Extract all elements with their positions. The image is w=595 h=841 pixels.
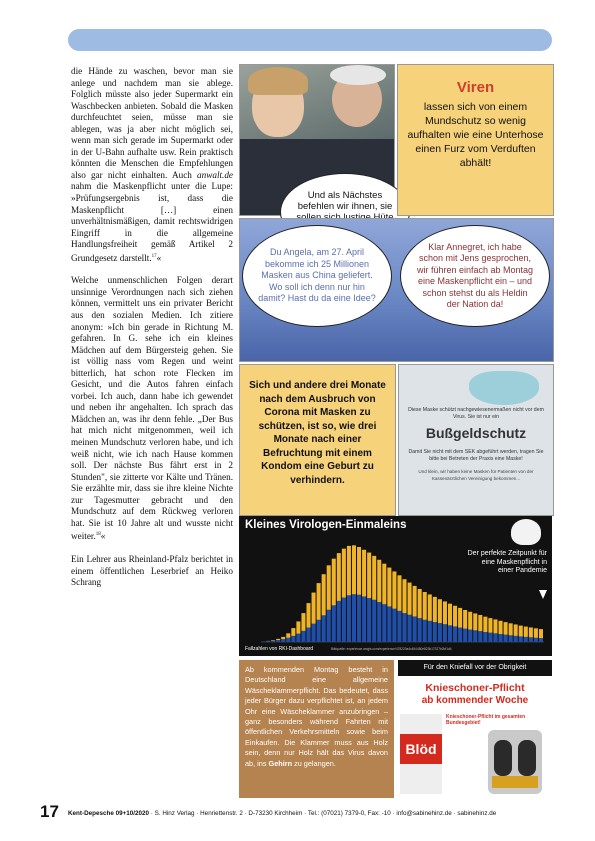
kondom-text: Sich und andere drei Monate nach dem Ausbruch von Corona mit Masken zu schützen, ist so, wie drei Monate nach einer Befruchtung mit einem Kondom eine Geburt zu verhindern.: [249, 380, 386, 486]
waescheklammer-text: Ab kommenden Montag besteht in Deutschland eine allgemeine Wäscheklammerpflicht. Das bedeutet, dass jeder Bürger dazu verpflichtet ist, an jedem Ohr eine Wäscheklammer anzubringen – ganz besonders während Fahrten mit öffentlichen Verkehrsmitteln sowie beim Einkaufen. Die Klammer muss aus Holz sein, denn nur Holz hält das Virus davon ab, ins Gehirn zu gelangen.: [245, 665, 388, 768]
chart-source-left: Fallzahlen von RKI-Dashboard: [245, 646, 314, 652]
kniefall-tag: Für den Kniefall vor der Obrigkeit: [398, 660, 552, 676]
bar-orange: [493, 619, 497, 633]
bar-orange: [423, 592, 427, 620]
bar-orange: [291, 628, 295, 636]
bar-orange: [473, 613, 477, 630]
bar-blue: [271, 641, 275, 642]
bar-orange: [347, 546, 351, 595]
bar-blue: [519, 636, 523, 642]
bar-orange: [438, 599, 442, 623]
merkel-photo-panel: [239, 64, 395, 216]
bar-orange: [403, 579, 407, 613]
bar-blue: [413, 616, 417, 642]
bar-blue: [306, 628, 310, 642]
bar-blue: [362, 596, 366, 642]
article-column: [71, 66, 233, 589]
chart-annotation: Der perfekte Zeitpunkt für eine Maskenpflicht in einer Pandemie: [467, 550, 547, 574]
bar-blue: [312, 624, 316, 642]
bar-orange: [488, 618, 492, 633]
bar-orange: [534, 628, 538, 637]
bar-blue: [458, 628, 462, 642]
bussgeld-sign-photo: [398, 364, 554, 516]
bar-orange: [342, 549, 346, 598]
bar-orange: [357, 547, 361, 595]
bar-blue: [357, 595, 361, 642]
bar-orange: [408, 583, 412, 615]
knee-pad-right: [518, 740, 536, 776]
bar-orange: [529, 627, 533, 637]
bar-orange: [367, 553, 371, 599]
page-number: 17: [40, 802, 59, 821]
bar-blue: [514, 636, 518, 642]
sign-line-2: Damit Sie nicht mit dem SEK abgeführt werden, tragen Sie bitte bei Betreten der Praxis eine Maske!: [408, 449, 544, 462]
sign-line-3: Und klein, wir haben keine Masken für Patienten von der Kassenärztlichen Vereinigung bekommen...: [418, 469, 534, 481]
bar-orange: [327, 565, 331, 609]
bar-blue: [408, 615, 412, 642]
bar-orange: [337, 553, 341, 601]
masthead-logo: Blöd: [400, 734, 442, 764]
hair-right: [330, 65, 386, 85]
chart-title: Kleines Virologen-Einmaleins: [245, 519, 407, 531]
bar-orange: [382, 564, 386, 605]
bar-blue: [347, 595, 351, 642]
waescheklammer-box: [239, 660, 394, 798]
bar-orange: [377, 560, 381, 602]
bar-blue: [529, 637, 533, 642]
bar-blue: [291, 636, 295, 642]
paragraph-3: Ein Lehrer aus Rheinland-Pfalz berichtet in einem öffentlichen Leserbrief an Heiko Schrang: [71, 554, 233, 588]
bar-blue: [483, 632, 487, 642]
speech-bubble-angela: Klar Annegret, ich habe schon mit Jens gesprochen, wir führen einfach ab Montag eine Maskenpflicht ein – und schon stehst du als Heldin der Nation da!: [400, 225, 550, 327]
bar-blue: [301, 631, 305, 642]
newspaper-subhead: Knieschoner-Pflicht im gesamten Bundesgebiet!: [446, 714, 526, 726]
bar-orange: [418, 589, 422, 618]
bar-blue: [281, 639, 285, 642]
bar-blue: [493, 633, 497, 642]
bar-orange: [306, 603, 310, 627]
bar-orange: [322, 574, 326, 615]
bar-orange: [499, 621, 503, 634]
speech-bubble-hats: Und als Nächstes befehlen wir ihnen, sie: [280, 173, 410, 251]
bar-blue: [296, 634, 300, 642]
bar-blue: [509, 635, 513, 642]
virologen-chart: [239, 516, 552, 656]
bar-blue: [504, 635, 508, 642]
bar-orange: [504, 622, 508, 635]
viren-text: lassen sich von einem Mundschutz so wenig aufhalten wie eine Unterhose einen Furz vom Verduften abhält!: [407, 101, 544, 169]
sign-line-1: Diese Maske schützt nachgewiesenermaßen nicht vor dem Virus. Sie ist nur ein: [408, 407, 544, 420]
bar-orange: [514, 624, 518, 635]
sign-heading: Bußgeldschutz: [425, 425, 527, 441]
bar-blue: [286, 638, 290, 642]
bar-blue: [423, 620, 427, 642]
bar-blue: [524, 637, 528, 642]
bar-orange: [524, 627, 528, 637]
bar-orange: [296, 621, 300, 633]
masks-dialog-panel: [239, 218, 554, 362]
bar-orange: [463, 610, 467, 629]
bar-blue: [317, 620, 321, 642]
bar-blue: [478, 631, 482, 642]
bar-blue: [261, 641, 265, 642]
bar-orange: [372, 556, 376, 600]
bar-orange: [312, 593, 316, 624]
bar-orange: [276, 639, 280, 640]
bar-blue: [276, 640, 280, 642]
bar-blue: [327, 610, 331, 642]
bar-orange: [478, 615, 482, 631]
bar-blue: [332, 605, 336, 642]
mask-image: [469, 371, 539, 405]
speech-bubble-annegret: Du Angela, am 27. April bekomme ich 25 Millionen Masken aus China geliefert. Wo soll ich denn nur hin damit? Hast du da eine Idee?: [242, 225, 392, 327]
bar-orange: [443, 601, 447, 624]
bar-orange: [397, 575, 401, 611]
bar-blue: [266, 641, 270, 642]
bar-orange: [448, 604, 452, 626]
paragraph-1: die Hände zu waschen, bevor man sie anlege und nachdem man sie ablege. Folglich müsste also jeder Supermarkt ein Waschbecken anbieten. Sobald die Masken durchfeuchtet seien, müsse man sie ablegen, was ja aber nicht möglich sei, wenn man sich gerade im Supermarkt oder in der U-Bahn aufhalte usw. Rein praktisch könnten die Menschen die Empfehlungen also gar nicht einhalten. Auch anwalt.de nahm die Maskenpflicht unter die Lupe: »Prüfungsergebnis ist, dass die Maskenpflicht […] einen unverhältnismäßigen, damit rechtswidrigen Eingriff in die allgemeine Handlungsfreiheit gemäß Artikel 2 Grundgesetz darstellt.$^{17}$«: [71, 66, 234, 263]
bar-orange: [468, 612, 472, 630]
bar-orange: [539, 629, 543, 638]
viren-title: Viren: [456, 79, 495, 96]
bar-orange: [509, 623, 513, 635]
bar-blue: [392, 609, 396, 642]
bar-orange: [352, 545, 356, 594]
bar-orange: [433, 597, 437, 622]
bar-orange: [453, 606, 457, 627]
viren-box: [397, 64, 554, 216]
bar-orange: [519, 626, 523, 637]
bar-blue: [367, 598, 371, 642]
bar-orange: [301, 613, 305, 631]
boots: [492, 776, 538, 788]
kondom-box: [239, 364, 396, 516]
bar-blue: [403, 613, 407, 642]
bar-blue: [463, 629, 467, 642]
footer-line: Kent-Depesche 09+10/2020 · S. Hinz Verlag · Henriettenstr. 2 · D-73230 Kirchheim · Tel.: (07021) 7379-0, Fax: -10 · info@sabinehinz.de · sabinehinz.de: [68, 810, 497, 817]
bar-orange: [458, 608, 462, 628]
headline-2: ab kommender Woche: [421, 695, 529, 706]
bar-orange: [286, 633, 290, 637]
bar-orange: [332, 559, 336, 606]
bar-blue: [453, 626, 457, 642]
bar-orange: [428, 594, 432, 620]
bar-blue: [468, 630, 472, 642]
bar-blue: [488, 633, 492, 642]
newspaper-panel: [398, 660, 552, 798]
bar-blue: [534, 638, 538, 642]
bar-blue: [428, 621, 432, 642]
chart-source-right: Bildquelle: experience.arcgis.com/experience/478220a4c454480e823b17327b2bf1d4: [331, 647, 452, 651]
bar-blue: [539, 638, 543, 642]
bar-orange: [271, 640, 275, 641]
bar-blue: [377, 602, 381, 642]
bar-blue: [397, 611, 401, 642]
arrow-icon: [539, 590, 547, 599]
bar-blue: [433, 622, 437, 642]
bar-blue: [337, 601, 341, 642]
bar-blue: [448, 625, 452, 642]
bar-blue: [418, 618, 422, 642]
bar-orange: [281, 637, 285, 639]
bar-blue: [438, 623, 442, 642]
bar-orange: [362, 550, 366, 597]
bar-orange: [392, 571, 396, 608]
bar-orange: [483, 617, 487, 632]
headline-1: Knieschoner-Pflicht: [425, 682, 525, 694]
bar-blue: [387, 606, 391, 642]
bar-blue: [352, 594, 356, 642]
knee-pad-left: [494, 740, 512, 776]
newspaper-left-column: [400, 714, 442, 794]
bar-blue: [322, 615, 326, 642]
bar-blue: [443, 624, 447, 642]
hair-left: [248, 67, 308, 95]
header-bar: [68, 29, 552, 51]
bar-orange: [413, 586, 417, 617]
bar-blue: [372, 600, 376, 642]
chart-svg: [239, 516, 552, 656]
paragraph-2: Welche unmenschlichen Folgen derart unsinnige Verordnungen nach sich ziehen können, vermittelt uns ein privater Bericht aus den sozialen Medien. Ich zitiere anonym: »Ich bin gerade in Richtung M. gefahren. In G. sehe ich ein kleines Mädchen auf dem Bürgersteig gehen. Sie ist völlig nass vom Regen und weint bitterlich, hat schon rote Flecken im Gesicht, und die Autos fahren einfach vorbei. Ich auch, dann habe ich gewendet und neben ihr angehalten. Ich sprach das Mädchen an, was ihr denn fehle. „Der Bus hat mich nicht mitgenommen, weil ich meinen Mundschutz verloren habe, und ich weiß nicht, wie ich nach Hause kommen soll. Der nächste Bus fährt erst in 2 Stunden", sie zitterte vor Kälte und Tränen. Sie erzählte mir, dass sie ihre kleine Nichte zur Tagesmutter gebracht und den Mundschutz auf dem Rückweg verloren hat. Sie ist 10 Jahre alt und wusste nicht weiter.$^{18}$«: [71, 275, 233, 542]
bar-orange: [317, 583, 321, 620]
bar-blue: [342, 598, 346, 642]
knee-pads-image: [488, 730, 542, 794]
bar-blue: [382, 604, 386, 642]
bar-orange: [387, 568, 391, 607]
bar-blue: [473, 630, 477, 642]
bar-blue: [499, 634, 503, 642]
